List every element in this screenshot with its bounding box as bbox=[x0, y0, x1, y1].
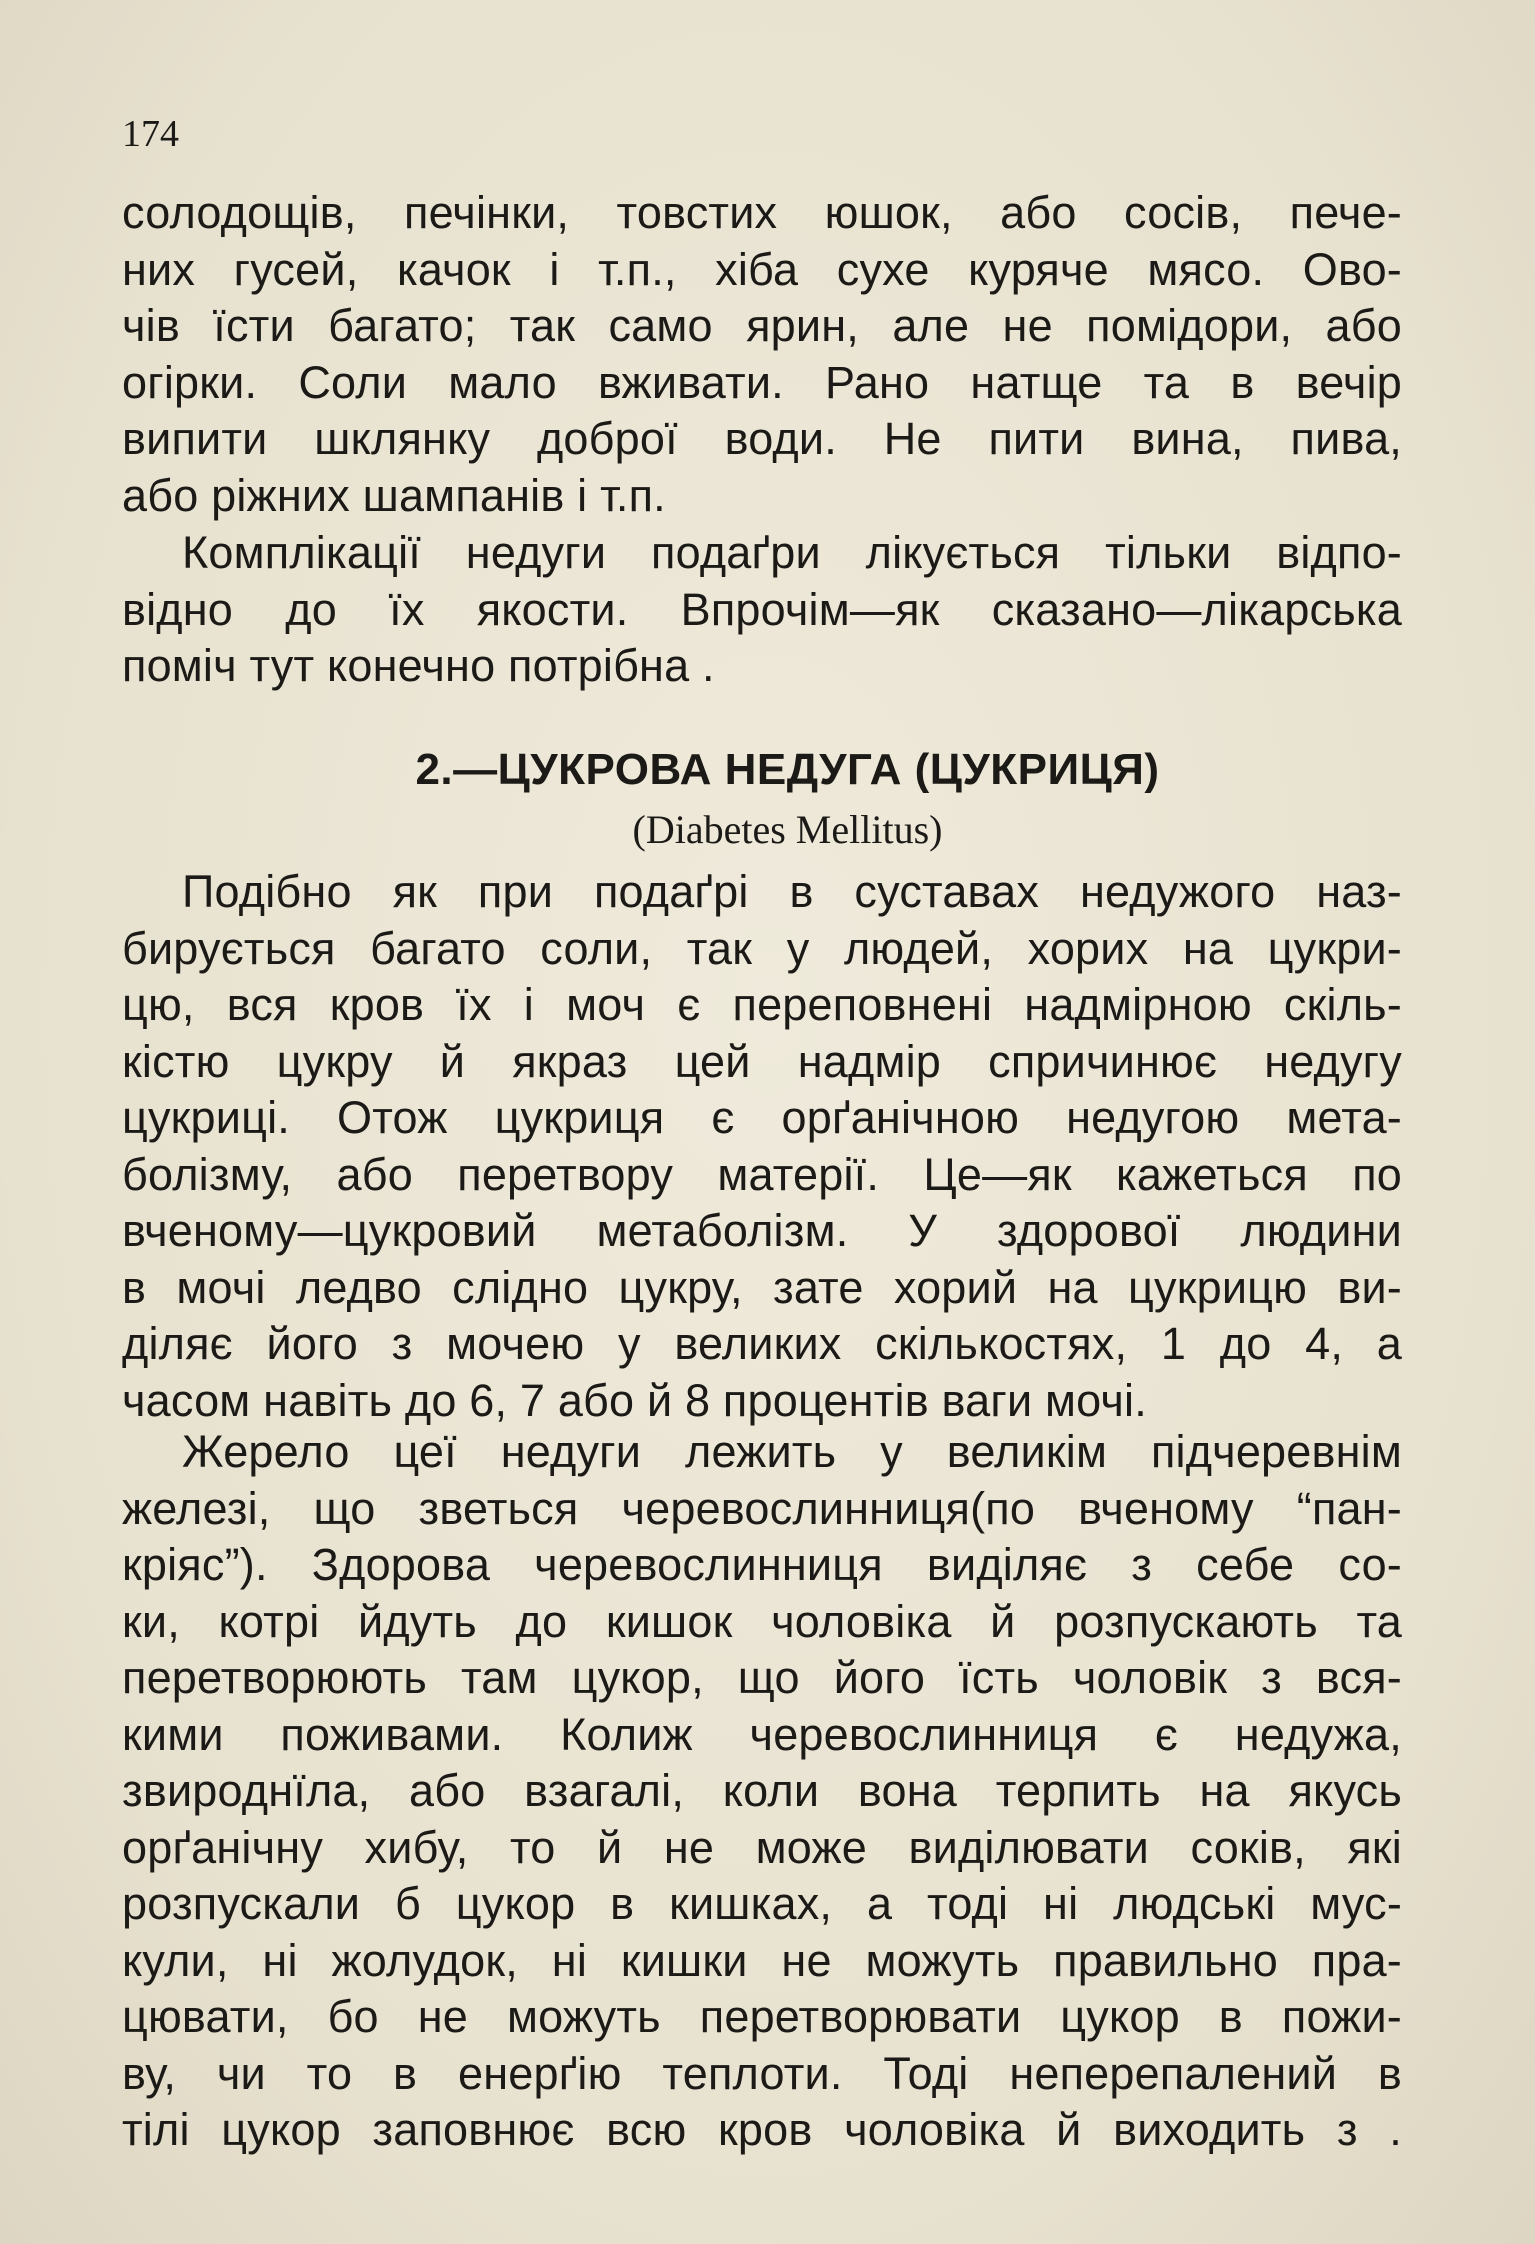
text-line: кріяс”). Здорова черевослинниця виділяє з себе со- bbox=[122, 1539, 1402, 1590]
text-line: ву, чи то в енерґію теплоти. Тоді неперепалений в bbox=[122, 2047, 1402, 2099]
text-line: чів їсти багато; так само ярин, але не помідори, або bbox=[122, 300, 1402, 351]
text-line: розпускали б цукор в кишках, а тоді ні людські мус- bbox=[122, 1878, 1402, 1929]
text-line: кими поживами. Колиж черевослинниця є недужа, bbox=[122, 1708, 1402, 1760]
paragraph-diet-advice bbox=[122, 185, 1402, 524]
text-line: або ріжних шампанів і т.п. bbox=[122, 469, 666, 521]
text-line: кули, ні жолудок, ні кишки не можуть правильно пра- bbox=[122, 1934, 1402, 1986]
text-line: орґанічну хибу, то й не може виділювати соків, які bbox=[122, 1821, 1402, 1873]
paragraph-pancreas bbox=[122, 1424, 1402, 2159]
text-line: Комплікації недуги подаґри лікується тільки відпо- bbox=[182, 527, 1402, 578]
page-number: 174 bbox=[122, 113, 179, 155]
text-line: железі, що зветься черевослинниця(по вченому “пан- bbox=[122, 1482, 1402, 1534]
text-line: кістю цукру й якраз цей надмір спричинює недугу bbox=[122, 1035, 1402, 1087]
text-line: випити шклянку доброї води. Не пити вина, пива, bbox=[122, 413, 1402, 464]
text-line: бирується багато соли, так у людей, хорих на цукри- bbox=[122, 922, 1402, 974]
text-line: болізму, або перетвору матерії. Це—як кажеться по bbox=[122, 1148, 1402, 1200]
text-line: поміч тут конечно потрібна . bbox=[122, 640, 715, 691]
paragraph-diabetes-intro bbox=[122, 864, 1402, 1429]
text-line: Жерело цеї недуги лежить у великім підчеревнім bbox=[182, 1426, 1402, 1477]
text-line: Подібно як при подаґрі в суставах недужого наз- bbox=[182, 866, 1402, 917]
text-line: часом навіть до 6, 7 або й 8 процентів ваги мочі. bbox=[122, 1374, 1147, 1426]
section-subheading: (Diabetes Mellitus) bbox=[632, 807, 943, 852]
text-line: в мочі ледво слідно цукру, зате хорий на цукрицю ви- bbox=[122, 1261, 1402, 1313]
text-line: діляє його з мочею у великих скількостях, 1 до 4, а bbox=[122, 1318, 1402, 1369]
section-heading: 2.—ЦУКРОВА НЕДУГА (ЦУКРИЦЯ) bbox=[415, 745, 1160, 794]
text-line: цювати, бо не можуть перетворювати цукор в пожи- bbox=[122, 1991, 1402, 2042]
paragraph-complications bbox=[122, 525, 1402, 695]
text-line: перетворюють там цукор, що його їсть чоловік з вся- bbox=[122, 1652, 1402, 1703]
text-line: цю, вся кров їх і моч є переповнені надмірною скіль- bbox=[122, 979, 1402, 1030]
text-line: цукриці. Отож цукриця є орґанічною недугою мета- bbox=[122, 1092, 1402, 1143]
text-line: ки, котрі йдуть до кишок чоловіка й розпускають та bbox=[122, 1595, 1402, 1647]
text-line: огірки. Соли мало вживати. Рано натще та в вечір bbox=[122, 356, 1402, 408]
text-line: солодощів, печінки, товстих юшок, або сосів, пече- bbox=[122, 187, 1402, 238]
text-line: вченому—цукровий метаболізм. У здорової людини bbox=[122, 1205, 1402, 1256]
text-line: тілі цукор заповнює всю кров чоловіка й виходить з . bbox=[122, 2104, 1402, 2155]
text-line: відно до їх якости. Впрочім—як сказано—лікарська bbox=[122, 583, 1402, 635]
text-line: звироднїла, або взагалі, коли вона терпить на якусь bbox=[122, 1765, 1402, 1816]
text-line: них гусей, качок і т.п., хіба сухе куряче мясо. Ово- bbox=[122, 243, 1402, 295]
